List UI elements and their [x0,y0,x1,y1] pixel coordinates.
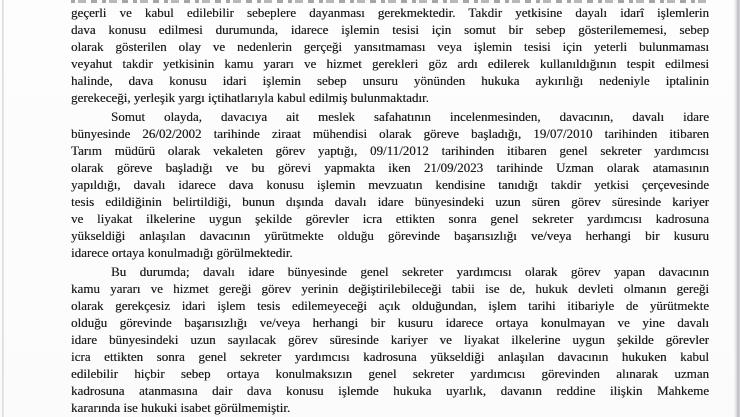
text-line: tesis edildiğinin belirtildiği, bunun dışında davalı idare bünyesindeki uzun süren görev süresinde kariyer [71,194,709,209]
text-line: idarece ortaya konulmadığı görülmektedir. [71,245,293,260]
text-line: Bu durumda; davalı idare bünyesinde genel sekreter yardımcısı olarak görev yapan davacının [111,264,709,279]
text-line: kararında ise hukuki isabet görülmemiştir. [71,400,291,415]
page-left-edge-artifact [2,0,4,417]
text-line: bünyesinde 26/02/2002 tarihinde ziraat mühendisi olarak göreve başladığı, 19/07/2010 tarihinden itibaren [71,126,709,141]
text-line: olarak göreve başladığı ve bu görevi yapmakta iken 21/09/2023 tarihinde Uzman olarak atamasının [71,160,709,175]
text-line: Tarım müdürü olarak vekaleten görev yaptığı, 09/11/2012 tarihinden itibaren genel sekreter yardımcısı [71,143,709,158]
text-line: dava konusu edilmesi durumunda, idarece işlemin tesisi için somut bir sebep gösterilememesi, sebep [71,22,709,37]
text-line: olarak gösterilen olay ve nedenlerin gerçeği yansıtmaması veya işlemin tesisi için yeterli bulunmaması [71,39,709,54]
text-line: Somut olayda, davacıya ait meslek safahatının incelenmesinden, davacının, davalı idare [111,109,709,124]
paragraph-2 [71,108,709,261]
document-text-block [71,4,709,416]
clipped-text-line-top [71,0,709,3]
text-line: veyahut takdir yetkisinin kamu yararı ve hizmet gerekleri göz ardı edilerek kullanıldığının tespit edilmesi [71,56,709,71]
text-line: idare bünyesindeki uzun sayılacak görev süresinde kariyer ve liyakat ilkelerine uygun şekilde görevler [71,332,709,347]
text-line: ve liyakat ilkelerine uygun şekilde görevler icra ettikten sonra genel sekreter yardımcısı kadrosuna [71,211,709,226]
text-line: geçerli ve kabul edilebilir sebeplere dayanması gerekmektedir. Takdir yetkisine dayalı idarî işlemlerin [71,5,709,20]
text-line: icra ettikten sonra genel sekreter yardımcısı kadrosuna yükseldiği anlaşılan davacının hukuken kabul [71,349,709,364]
text-line: olarak gerekçesiz idari işlem tesis edilemeyeceği açık olduğundan, işlem tarihi itibariyle de yürütmekte [71,298,709,313]
text-line: gerekeceği, yerleşik yargı içtihatlarıyla kabul edilmiş bulunmaktadır. [71,90,429,105]
paragraph-3 [71,263,709,416]
text-line: kamu yararı ve hizmet gereği görev yerinin değiştirilebileceği tabii ise de, hukuk devleti olmanın gereği [71,281,709,296]
paragraph-1 [71,4,709,106]
text-line: kadrosuna atanmasına dair dava konusu işlemde hukuka uyarlık, davanın reddine ilişkin Mahkeme [71,383,709,398]
text-line: yükseldiği anlaşılan davacının yürütmekte olduğu görevinde başarısızlığı ve/veya herhangi bir kusuru [71,228,709,243]
text-line: yapıldığı, davalı idarece dava konusu işlemin mevzuatın kendisine tanıdığı takdir yetkisi çerçevesinde [71,177,709,192]
text-line: halinde, dava konusu idari işlemin sebep unsuru yönünden hukuka aykırılığı nedeniyle iptalinin [71,73,709,88]
page-right-edge-artifact [733,0,740,417]
text-line: olduğu görevinde başarısızlığı ve/veya herhangi bir kusuru idarece ortaya konulmayan ve yine davalı [71,315,709,330]
text-line: edilebilir hiçbir sebep ortaya konulmaksızın genel sekreter yardımcısı görevinden alınarak uzman [71,366,709,381]
